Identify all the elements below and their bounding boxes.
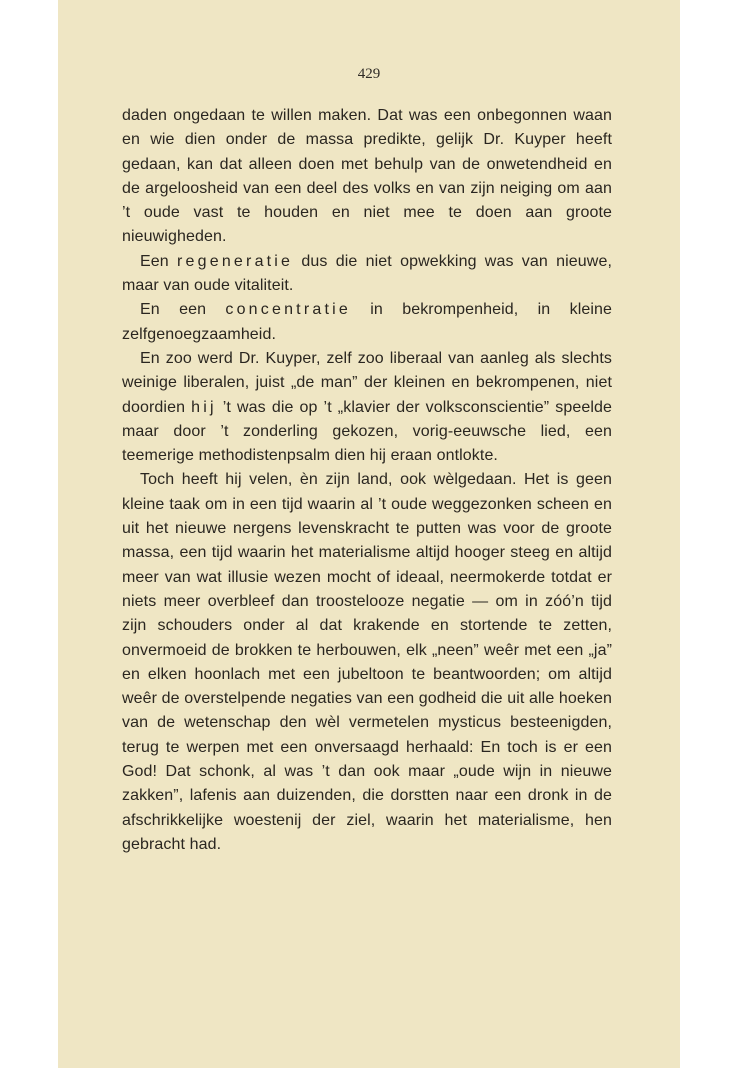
page-number: 429: [357, 66, 381, 82]
paragraph-4: [122, 347, 612, 468]
paragraph-2-after: dus die niet opwekking was van nieuwe, maar van oude vitaliteit.: [122, 252, 612, 295]
paragraph-1: daden ongedaan te willen maken. Dat was een onbegonnen waan en wie dien onder de massa predikte, gelijk Dr. Kuyper heeft gedaan, kan dat alleen doen met behulp van de onwetendheid en de argeloosheid van een deel des volks en van zijn neiging om aan ’t oude vast te houden en niet mee te doen aan groote nieuwigheden.: [122, 107, 612, 246]
body-text: [122, 104, 612, 857]
paragraph-3-after: in bekrompenheid, in kleine zelfgenoegzaamheid.: [122, 301, 612, 343]
paragraph-3: [122, 298, 612, 347]
spaced-word-hij: hij: [191, 398, 217, 416]
spaced-word-regeneratie: regeneratie: [177, 252, 294, 270]
paragraph-4-after: ’t was die op ’t „klavier der volksconscientie” speelde maar door ’t zonderling gekozen, vorig-eeuwsche lied, een teemerige methodistenpsalm dien hij eraan ontlokte.: [122, 398, 612, 465]
paragraph-5: Toch heeft hij velen, èn zijn land, ook wèlgedaan. Het is geen kleine taak om in een tijd waarin al ’t oude weggezonken scheen en uit het nieuwe nergens levenskracht te putten was voor de groote massa, een tijd waarin het materialisme altijd hooger steeg en altijd meer van wat illusie wezen mocht of ideaal, neermokerde totdat er niets meer overbleef dan troostelooze negatie — om in zóó’n tijd zijn schouders onder al dat krakende en stortende te zetten, onvermoeid de brokken te herbouwen, elk „neen” weêr met een „ja” en elken hoonlach met een jubeltoon te beantwoorden; om altijd weêr de overstelpende negaties van een godheid die uit alle hoeken van de wetenschap den wèl vermetelen mysticus besteenigden, terug te werpen met een onversaagd herhaald: En toch is er een God! Dat schonk, al was ’t dan ook maar „oude wijn in nieuwe zakken”, lafenis aan duizenden, die dorstten naar een dronk in de afschrikkelijke woestenij der ziel, waarin het materialisme, hen gebracht had.: [122, 471, 612, 853]
paragraph-2-before: Een: [140, 252, 178, 270]
spaced-word-concentratie: concentratie: [225, 301, 351, 319]
paragraph-3-before: En een: [140, 301, 226, 319]
paragraph-2: [122, 250, 612, 299]
paragraph-4-before: En zoo werd Dr. Kuyper, zelf zoo liberaal van aanleg als slechts weinige liberalen, juist „de man” der kleinen en bekrompenen, niet doordien: [122, 349, 612, 416]
book-page: [58, 0, 680, 1068]
